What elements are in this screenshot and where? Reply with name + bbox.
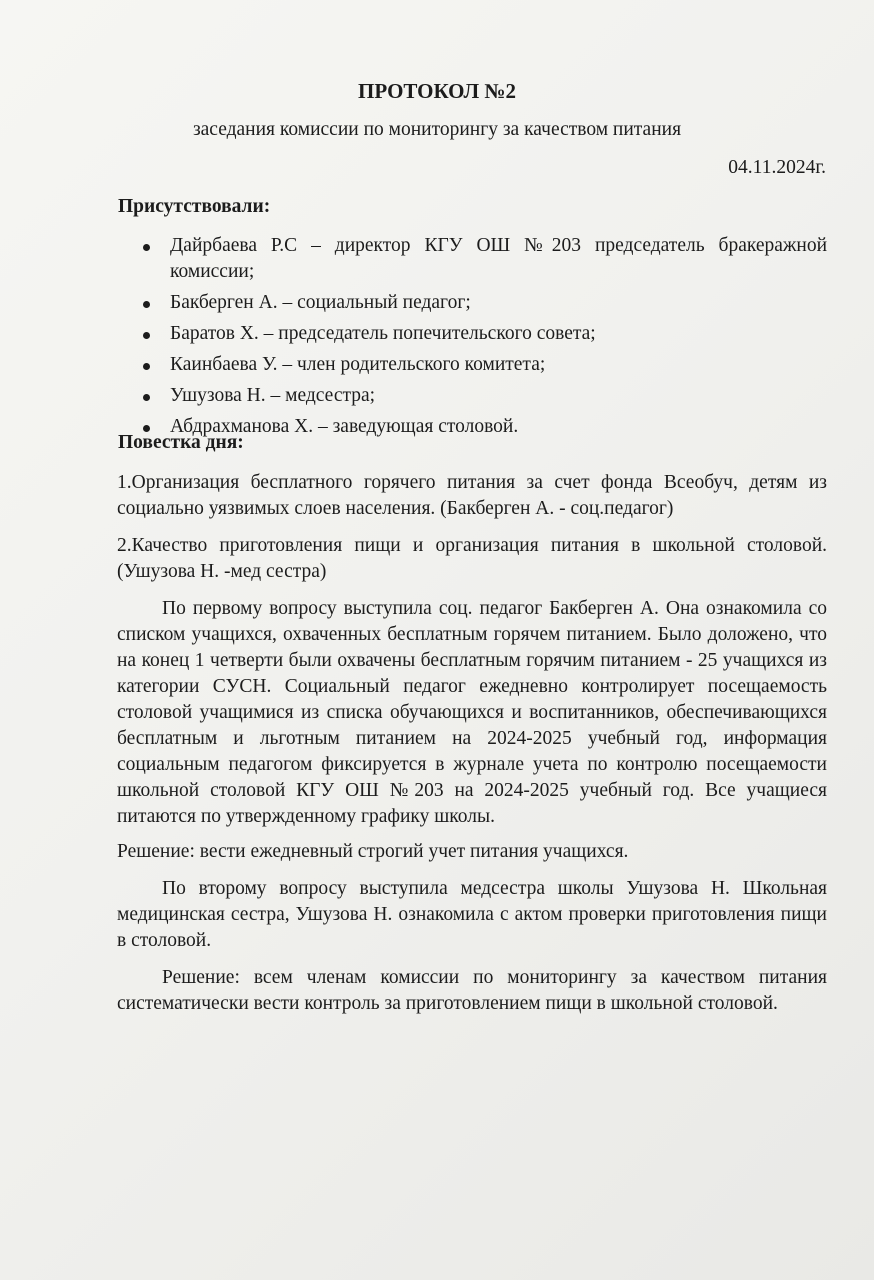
attendee-text: Каинбаева У. – член родительского комитета; xyxy=(170,354,546,375)
attendee-text: Бакберген А. – социальный педагог; xyxy=(170,292,471,313)
present-heading: Присутствовали: xyxy=(118,196,271,217)
attendee-text: Дайрбаева Р.С – директор КГУ ОШ №203 председатель бракеражной комиссии; xyxy=(170,235,827,282)
bullet-icon xyxy=(143,363,150,370)
second-decision-text: Решение: всем членам комиссии по мониторингу за качеством питания систематически вести контроль за приготовлением пищи в школьной столовой. xyxy=(117,967,827,1014)
protocol-date: 04.11.2024г. xyxy=(728,157,826,178)
protocol-subtitle: заседания комиссии по мониторингу за качеством питания xyxy=(192,119,682,140)
attendee-text: Ушузова Н. – медсестра; xyxy=(170,385,376,406)
attendees-list xyxy=(117,233,827,445)
agenda-item-2: 2.Качество приготовления пищи и организация питания в школьной столовой. (Ушузова Н. -мед сестра) xyxy=(117,535,827,582)
bullet-icon xyxy=(143,301,150,308)
first-question-text: По первому вопросу выступила соц. педагог Бакберген А. Она ознакомила со списком учащихся, охваченных бесплатным горячем питанием. Было доложено, что на конец 1 четверти были охвачены бесплатным горячим питанием - 25 учащихся из категории СУСН. Социальный педагог ежедневно контролирует посещаемость столовой учащимися из списка обучающихся и воспитанников, обеспечивающихся бесплатным и льготным питанием на 2024-2025 учебный год, информация социальным педагогом фиксируется в журнале учета по контролю посещаемости школьной столовой КГУ ОШ №203 на 2024-2025 учебный год. Все учащиеся питаются по утвержденному графику школы. xyxy=(117,598,827,827)
protocol-body xyxy=(117,470,827,1026)
agenda-item-1: 1.Организация бесплатного горячего питания за счет фонда Всеобуч, детям из социально уязвимых слоев населения. (Бакберген А. - соц.педагог) xyxy=(117,472,827,519)
second-question-text: По второму вопросу выступила медсестра школы Ушузова Н. Школьная медицинская сестра, Ушузова Н. ознакомила с актом проверки приготовления пищи в столовой. xyxy=(117,878,827,951)
protocol-title: ПРОТОКОЛ №2 xyxy=(358,79,516,103)
list-item xyxy=(117,383,827,409)
list-item xyxy=(117,233,827,285)
bullet-icon xyxy=(143,394,150,401)
attendee-text: Абдрахманова Х. – заведующая столовой. xyxy=(170,416,519,437)
agenda-heading: Повестка дня: xyxy=(118,432,244,453)
list-item xyxy=(117,321,827,347)
first-decision-text: Решение: вести ежедневный строгий учет питания учащихся. xyxy=(117,841,629,862)
list-item xyxy=(117,352,827,378)
bullet-icon xyxy=(143,332,150,339)
attendee-text: Баратов Х. – председатель попечительского совета; xyxy=(170,323,596,344)
list-item xyxy=(117,290,827,316)
bullet-icon xyxy=(143,244,150,251)
